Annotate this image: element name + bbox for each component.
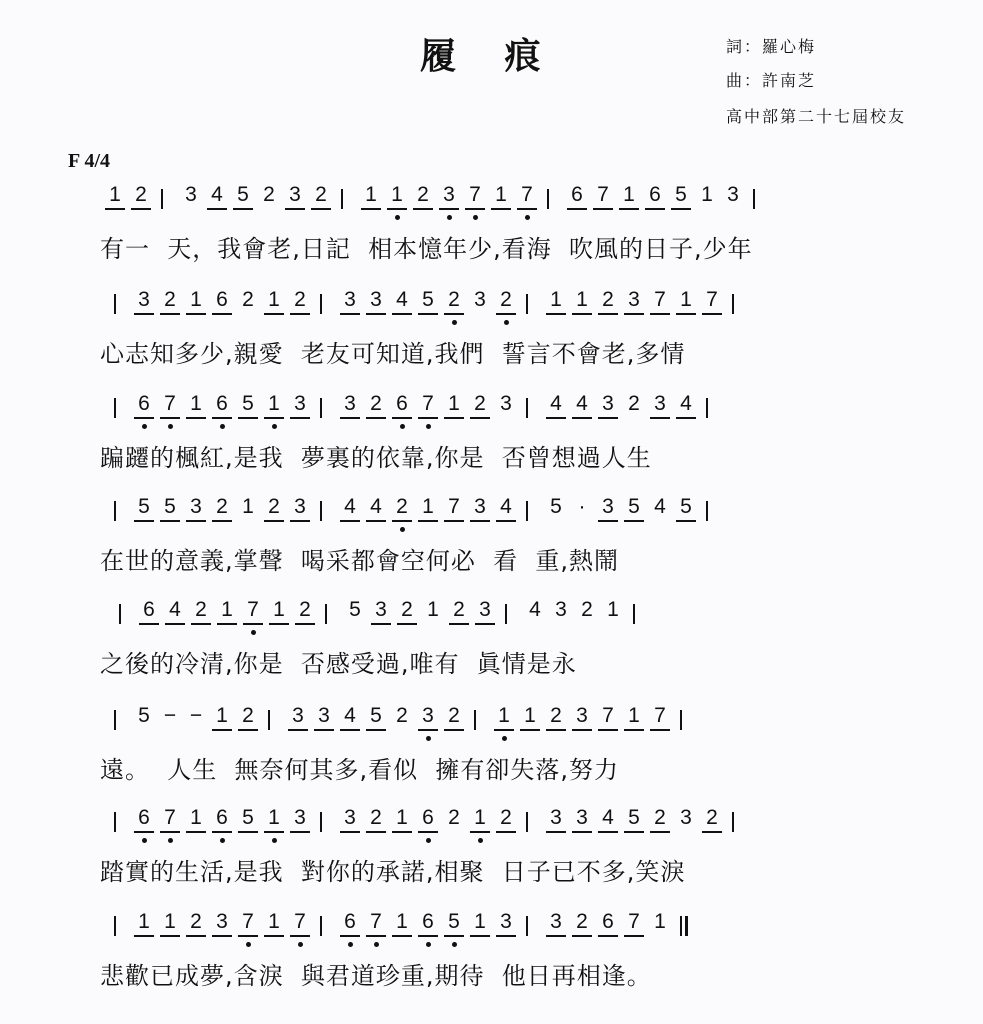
- jianpu-note: 2: [242, 288, 254, 311]
- barline: [526, 398, 528, 418]
- jianpu-note: 2: [444, 704, 464, 731]
- jianpu-note: 3: [496, 910, 516, 937]
- low-octave-dot: [142, 838, 147, 843]
- barline: [526, 294, 528, 314]
- jianpu-note: 3: [546, 910, 566, 937]
- jianpu-note: 6: [340, 910, 360, 937]
- jianpu-note: 2: [290, 288, 310, 315]
- jianpu-note: 2: [311, 183, 331, 210]
- low-octave-dot: [525, 215, 530, 220]
- jianpu-note: 3: [314, 704, 334, 731]
- low-octave-dot: [220, 838, 225, 843]
- jianpu-note: 3: [470, 495, 490, 522]
- music-system-2: [0, 288, 983, 388]
- lyrics-line: 遠。 人生 無奈何其多,看似 擁有卻失落,努力: [100, 756, 620, 784]
- jianpu-note: 2: [470, 392, 490, 419]
- jianpu-note: 1: [619, 183, 639, 210]
- jianpu-note: 7: [290, 910, 310, 937]
- jianpu-note: 6: [134, 392, 154, 419]
- jianpu-note: 1: [470, 910, 490, 937]
- jianpu-note: ·: [578, 495, 586, 518]
- jianpu-note: 1: [242, 495, 254, 518]
- jianpu-note: 1: [427, 598, 439, 621]
- jianpu-note: 2: [598, 288, 618, 315]
- jianpu-note: 2: [212, 495, 232, 522]
- lyrics-line: 心志知多少,親愛 老友可知道,我們 誓言不會老,多情: [100, 340, 686, 368]
- jianpu-note: 5: [138, 704, 150, 727]
- low-octave-dot: [504, 320, 509, 325]
- low-octave-dot: [168, 424, 173, 429]
- jianpu-note: 6: [598, 910, 618, 937]
- jianpu-note: 3: [340, 392, 360, 419]
- jianpu-note: 5: [671, 183, 691, 210]
- barline: [526, 812, 528, 832]
- barline: [753, 189, 755, 209]
- notation-line: [0, 806, 983, 846]
- jianpu-note: 4: [529, 598, 541, 621]
- jianpu-note: 2: [396, 704, 408, 727]
- jianpu-note: 2: [186, 910, 206, 937]
- jianpu-note: 1: [264, 910, 284, 937]
- jianpu-note: 3: [290, 806, 310, 833]
- jianpu-note: 2: [496, 806, 516, 833]
- jianpu-note: 5: [349, 598, 361, 621]
- jianpu-note: 2: [238, 704, 258, 731]
- jianpu-note: −: [189, 704, 203, 727]
- jianpu-note: 4: [598, 806, 618, 833]
- jianpu-note: 2: [392, 495, 412, 522]
- lyrics-line: 蹁躚的楓紅,是我 夢裏的依靠,你是 否曾想過人生: [100, 444, 652, 472]
- barline: [474, 710, 476, 730]
- jianpu-note: 6: [645, 183, 665, 210]
- jianpu-note: 3: [340, 288, 360, 315]
- jianpu-note: 1: [392, 806, 412, 833]
- lyrics-line: 之後的冷清,你是 否感受過,唯有 眞情是永: [100, 650, 577, 678]
- jianpu-note: 4: [546, 392, 566, 419]
- jianpu-note: 7: [598, 704, 618, 731]
- jianpu-note: 3: [366, 288, 386, 315]
- low-octave-dot: [452, 320, 457, 325]
- low-octave-dot: [168, 838, 173, 843]
- barline: [114, 398, 116, 418]
- jianpu-note: 3: [624, 288, 644, 315]
- jianpu-note: 3: [650, 392, 670, 419]
- jianpu-note: 3: [134, 288, 154, 315]
- jianpu-note: 1: [470, 806, 490, 833]
- jianpu-note: 6: [418, 910, 438, 937]
- notation-line: [0, 598, 983, 638]
- barline: [505, 604, 507, 624]
- jianpu-note: 3: [500, 392, 512, 415]
- jianpu-note: 5: [418, 288, 438, 315]
- barline: [680, 710, 682, 730]
- notation-line: [0, 183, 983, 223]
- notation-line: [0, 910, 983, 950]
- notation-line: [0, 392, 983, 432]
- jianpu-note: 4: [207, 183, 227, 210]
- barline: [114, 501, 116, 521]
- jianpu-note: 7: [465, 183, 485, 210]
- jianpu-note: 2: [263, 183, 275, 206]
- jianpu-note: 5: [160, 495, 180, 522]
- jianpu-note: 1: [654, 910, 666, 933]
- jianpu-note: 5: [238, 392, 258, 419]
- jianpu-note: 3: [555, 598, 567, 621]
- low-octave-dot: [426, 942, 431, 947]
- barline: [341, 189, 343, 209]
- barline: [526, 501, 528, 521]
- jianpu-note: 1: [444, 392, 464, 419]
- jianpu-note: 6: [212, 288, 232, 315]
- jianpu-note: 1: [418, 495, 438, 522]
- jianpu-note: 2: [191, 598, 211, 625]
- jianpu-note: 1: [186, 392, 206, 419]
- jianpu-note: 2: [160, 288, 180, 315]
- jianpu-note: 5: [134, 495, 154, 522]
- jianpu-note: 5: [624, 495, 644, 522]
- jianpu-note: 2: [628, 392, 640, 415]
- low-octave-dot: [272, 838, 277, 843]
- jianpu-note: 2: [131, 183, 151, 210]
- jianpu-note: 1: [269, 598, 289, 625]
- barline: [114, 916, 116, 936]
- barline: [114, 710, 116, 730]
- key-signature: F 4/4: [68, 150, 111, 172]
- low-octave-dot: [348, 942, 353, 947]
- jianpu-note: 3: [727, 183, 739, 206]
- jianpu-note: 3: [285, 183, 305, 210]
- low-octave-dot: [220, 424, 225, 429]
- jianpu-note: 7: [366, 910, 386, 937]
- lyrics-line: 有一 天，我會老,日記 相本憶年少,看海 吹風的日子,少年: [100, 235, 753, 263]
- jianpu-note: 1: [520, 704, 540, 731]
- jianpu-note: 3: [340, 806, 360, 833]
- low-octave-dot: [374, 942, 379, 947]
- jianpu-note: 5: [444, 910, 464, 937]
- composer-credit: 曲：許南芝: [726, 71, 817, 90]
- low-octave-dot: [272, 424, 277, 429]
- jianpu-note: 2: [702, 806, 722, 833]
- jianpu-note: 3: [680, 806, 692, 829]
- jianpu-note: 1: [387, 183, 407, 210]
- lyricist-credit: 詞：羅心梅: [726, 37, 817, 56]
- music-system-1: [0, 183, 983, 283]
- barline: [114, 812, 116, 832]
- jianpu-note: 7: [243, 598, 263, 625]
- music-system-6: [0, 704, 983, 804]
- jianpu-note: 1: [494, 704, 514, 731]
- low-octave-dot: [400, 527, 405, 532]
- jianpu-note: 1: [264, 288, 284, 315]
- lyrics-line: 悲歡已成夢,含淚 與君道珍重,期待 他日再相逢。: [100, 962, 652, 990]
- jianpu-note: 2: [448, 806, 460, 829]
- notation-line: [0, 288, 983, 328]
- barline: [732, 812, 734, 832]
- jianpu-note: 4: [392, 288, 412, 315]
- jianpu-note: 3: [288, 704, 308, 731]
- low-octave-dot: [251, 630, 256, 635]
- jianpu-note: 6: [212, 806, 232, 833]
- jianpu-note: 6: [392, 392, 412, 419]
- low-octave-dot: [478, 838, 483, 843]
- low-octave-dot: [426, 736, 431, 741]
- barline: [268, 710, 270, 730]
- jianpu-note: 4: [676, 392, 696, 419]
- low-octave-dot: [426, 424, 431, 429]
- music-system-4: [0, 495, 983, 595]
- jianpu-note: 5: [238, 806, 258, 833]
- jianpu-note: 7: [418, 392, 438, 419]
- barline: [706, 501, 708, 521]
- jianpu-note: 1: [186, 806, 206, 833]
- jianpu-note: 4: [340, 704, 360, 731]
- jianpu-note: 1: [264, 392, 284, 419]
- jianpu-note: 2: [449, 598, 469, 625]
- jianpu-note: 3: [371, 598, 391, 625]
- low-octave-dot: [502, 736, 507, 741]
- jianpu-note: 2: [397, 598, 417, 625]
- barline: [706, 398, 708, 418]
- jianpu-note: 7: [702, 288, 722, 315]
- low-octave-dot: [473, 215, 478, 220]
- jianpu-note: 4: [165, 598, 185, 625]
- jianpu-note: 1: [105, 183, 125, 210]
- jianpu-note: 1: [361, 183, 381, 210]
- barline: [161, 189, 163, 209]
- jianpu-note: 2: [413, 183, 433, 210]
- jianpu-note: 1: [491, 183, 511, 210]
- jianpu-note: 2: [444, 288, 464, 315]
- jianpu-note: 7: [624, 910, 644, 937]
- low-octave-dot: [142, 424, 147, 429]
- jianpu-note: 1: [160, 910, 180, 937]
- jianpu-note: 4: [654, 495, 666, 518]
- music-system-7: [0, 806, 983, 906]
- jianpu-note: 1: [134, 910, 154, 937]
- low-octave-dot: [400, 424, 405, 429]
- jianpu-note: 2: [366, 392, 386, 419]
- barline: [320, 501, 322, 521]
- jianpu-note: 1: [212, 704, 232, 731]
- jianpu-note: 3: [290, 392, 310, 419]
- jianpu-note: 7: [650, 288, 670, 315]
- low-octave-dot: [395, 215, 400, 220]
- low-octave-dot: [298, 942, 303, 947]
- jianpu-note: 4: [366, 495, 386, 522]
- jianpu-note: 1: [217, 598, 237, 625]
- jianpu-note: 4: [496, 495, 516, 522]
- jianpu-note: 1: [546, 288, 566, 315]
- jianpu-note: 1: [624, 704, 644, 731]
- jianpu-note: 6: [212, 392, 232, 419]
- barline: [320, 398, 322, 418]
- jianpu-note: 3: [598, 495, 618, 522]
- jianpu-note: 3: [475, 598, 495, 625]
- jianpu-note: 5: [366, 704, 386, 731]
- music-system-5: [0, 598, 983, 698]
- notation-line: [0, 495, 983, 535]
- lyrics-line: 踏實的生活,是我 對你的承諾,相聚 日子已不多,笑淚: [100, 858, 686, 886]
- jianpu-note: 1: [701, 183, 713, 206]
- jianpu-note: 7: [238, 910, 258, 937]
- song-title: 履 痕: [420, 35, 559, 77]
- jianpu-note: −: [163, 704, 177, 727]
- jianpu-note: 5: [233, 183, 253, 210]
- jianpu-note: 7: [160, 392, 180, 419]
- jianpu-note: 7: [650, 704, 670, 731]
- jianpu-note: 5: [624, 806, 644, 833]
- barline: [320, 812, 322, 832]
- barline: [320, 916, 322, 936]
- jianpu-note: 3: [439, 183, 459, 210]
- jianpu-note: 5: [676, 495, 696, 522]
- jianpu-note: 7: [444, 495, 464, 522]
- jianpu-note: 4: [340, 495, 360, 522]
- barline: [325, 604, 327, 624]
- jianpu-note: 3: [572, 704, 592, 731]
- jianpu-note: 7: [160, 806, 180, 833]
- jianpu-note: 6: [139, 598, 159, 625]
- jianpu-note: 3: [212, 910, 232, 937]
- barline: [547, 189, 549, 209]
- barline: [119, 604, 121, 624]
- low-octave-dot: [452, 942, 457, 947]
- jianpu-note: 4: [572, 392, 592, 419]
- jianpu-note: 1: [186, 288, 206, 315]
- jianpu-note: 2: [366, 806, 386, 833]
- jianpu-note: 2: [546, 704, 566, 731]
- jianpu-note: 2: [572, 910, 592, 937]
- jianpu-note: 1: [676, 288, 696, 315]
- jianpu-note: 6: [567, 183, 587, 210]
- jianpu-note: 3: [186, 495, 206, 522]
- jianpu-note: 3: [598, 392, 618, 419]
- jianpu-note: 3: [418, 704, 438, 731]
- jianpu-note: 1: [264, 806, 284, 833]
- jianpu-note: 1: [392, 910, 412, 937]
- notation-line: [0, 704, 983, 744]
- jianpu-note: 5: [550, 495, 562, 518]
- low-octave-dot: [447, 215, 452, 220]
- jianpu-note: 2: [496, 288, 516, 315]
- jianpu-note: 7: [593, 183, 613, 210]
- jianpu-note: 7: [517, 183, 537, 210]
- low-octave-dot: [246, 942, 251, 947]
- low-octave-dot: [426, 838, 431, 843]
- jianpu-note: 3: [572, 806, 592, 833]
- final-barline: [680, 916, 688, 936]
- barline: [320, 294, 322, 314]
- jianpu-note: 3: [290, 495, 310, 522]
- jianpu-note: 2: [581, 598, 593, 621]
- jianpu-note: 2: [264, 495, 284, 522]
- barline: [732, 294, 734, 314]
- jianpu-note: 1: [572, 288, 592, 315]
- jianpu-note: 2: [295, 598, 315, 625]
- jianpu-note: 3: [546, 806, 566, 833]
- jianpu-note: 6: [418, 806, 438, 833]
- barline: [114, 294, 116, 314]
- music-system-8: [0, 910, 983, 1010]
- barline: [526, 916, 528, 936]
- jianpu-note: 2: [650, 806, 670, 833]
- jianpu-note: 3: [474, 288, 486, 311]
- jianpu-note: 1: [607, 598, 619, 621]
- jianpu-note: 3: [185, 183, 197, 206]
- jianpu-note: 6: [134, 806, 154, 833]
- lyrics-line: 在世的意義,掌聲 喝采都會空何必 看 重,熱鬧: [100, 547, 620, 575]
- group-credit: 高中部第二十七屆校友: [726, 107, 907, 126]
- music-system-3: [0, 392, 983, 492]
- barline: [633, 604, 635, 624]
